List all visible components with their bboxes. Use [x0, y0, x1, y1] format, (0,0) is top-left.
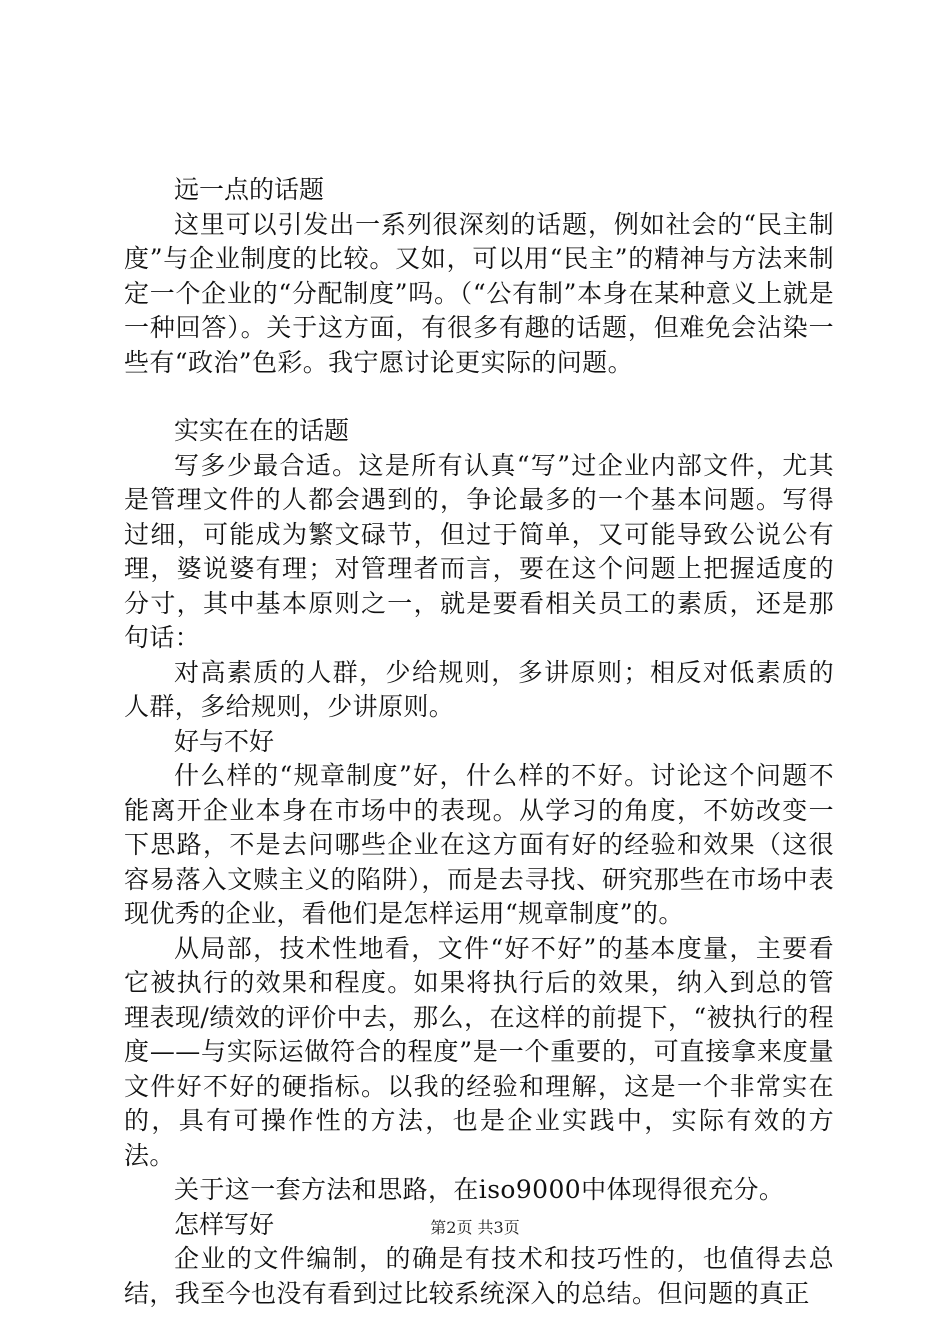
- paragraph-democracy: 这里可以引发出一系列很深刻的话题，例如社会的“民主制度”与企业制度的比较。又如，可以用“民主”的精神与方法来制定一个企业的“分配制度”吗。（“公有制”本身在某种意义上就是一种回答）。关于这方面，有很多有趣的话题，但难免会沾染一些有“政治”色彩。我宁愿讨论更实际的问题。: [124, 209, 834, 377]
- section-heading-how-to-write: 怎样写好: [174, 1209, 275, 1239]
- page-number-footer: 第2页 共3页: [430, 1218, 520, 1237]
- paragraph-gap: [124, 380, 834, 414]
- section-heading-good-bad: 好与不好: [174, 726, 275, 756]
- paragraph-iso9000: 关于这一套方法和思路，在iso9000中体现得很充分。: [174, 1175, 785, 1204]
- paragraph-document-writing: 企业的文件编制，的确是有技术和技巧性的，也值得去总结，我至今也没有看到过比较系统深入的总结。但问题的真正: [124, 1244, 834, 1308]
- paragraph-how-much-to-write: 写多少最合适。这是所有认真“写”过企业内部文件，尤其是管理文件的人都会遇到的，争论最多的一个基本问题。写得过细，可能成为繁文碌节，但过于简单，又可能导致公说公有理，婆说婆有理；对管理者而言，要在这个问题上把握适度的分寸，其中基本原则之一，就是要看相关员工的素质，还是那句话：: [124, 450, 834, 652]
- section-heading-practical-topic: 实实在在的话题: [174, 416, 350, 445]
- section-heading-far-topic: 远一点的话题: [174, 175, 325, 204]
- paragraph-what-is-good: 什么样的“规章制度”好，什么样的不好。讨论这个问题不能离开企业本身在市场中的表现。从学习的角度，不妨改变一下思路，不是去问哪些企业在这方面有好的经验和效果（这很容易落入文赎主义的陷阱），而是去寻找、研究那些在市场中表现优秀的企业，看他们是怎样运用“规章制度”的。: [124, 761, 834, 928]
- paragraph-rules-principles: 对高素质的人群，少给规则，多讲原则；相反对低素质的人群，多给规则，少讲原则。: [124, 657, 834, 721]
- document-body: [124, 173, 834, 1311]
- paragraph-measurement: 从局部，技术性地看，文件“好不好”的基本度量，主要看它被执行的效果和程度。如果将执行后的效果，纳入到总的管理表现/绩效的评价中去，那么，在这样的前提下，“被执行的程度——与实际运做符合的程度”是一个重要的，可直接拿来度量文件好不好的硬指标。以我的经验和理解，这是一个非常实在的，具有可操作性的方法，也是企业实践中，实际有效的方法。: [124, 933, 834, 1170]
